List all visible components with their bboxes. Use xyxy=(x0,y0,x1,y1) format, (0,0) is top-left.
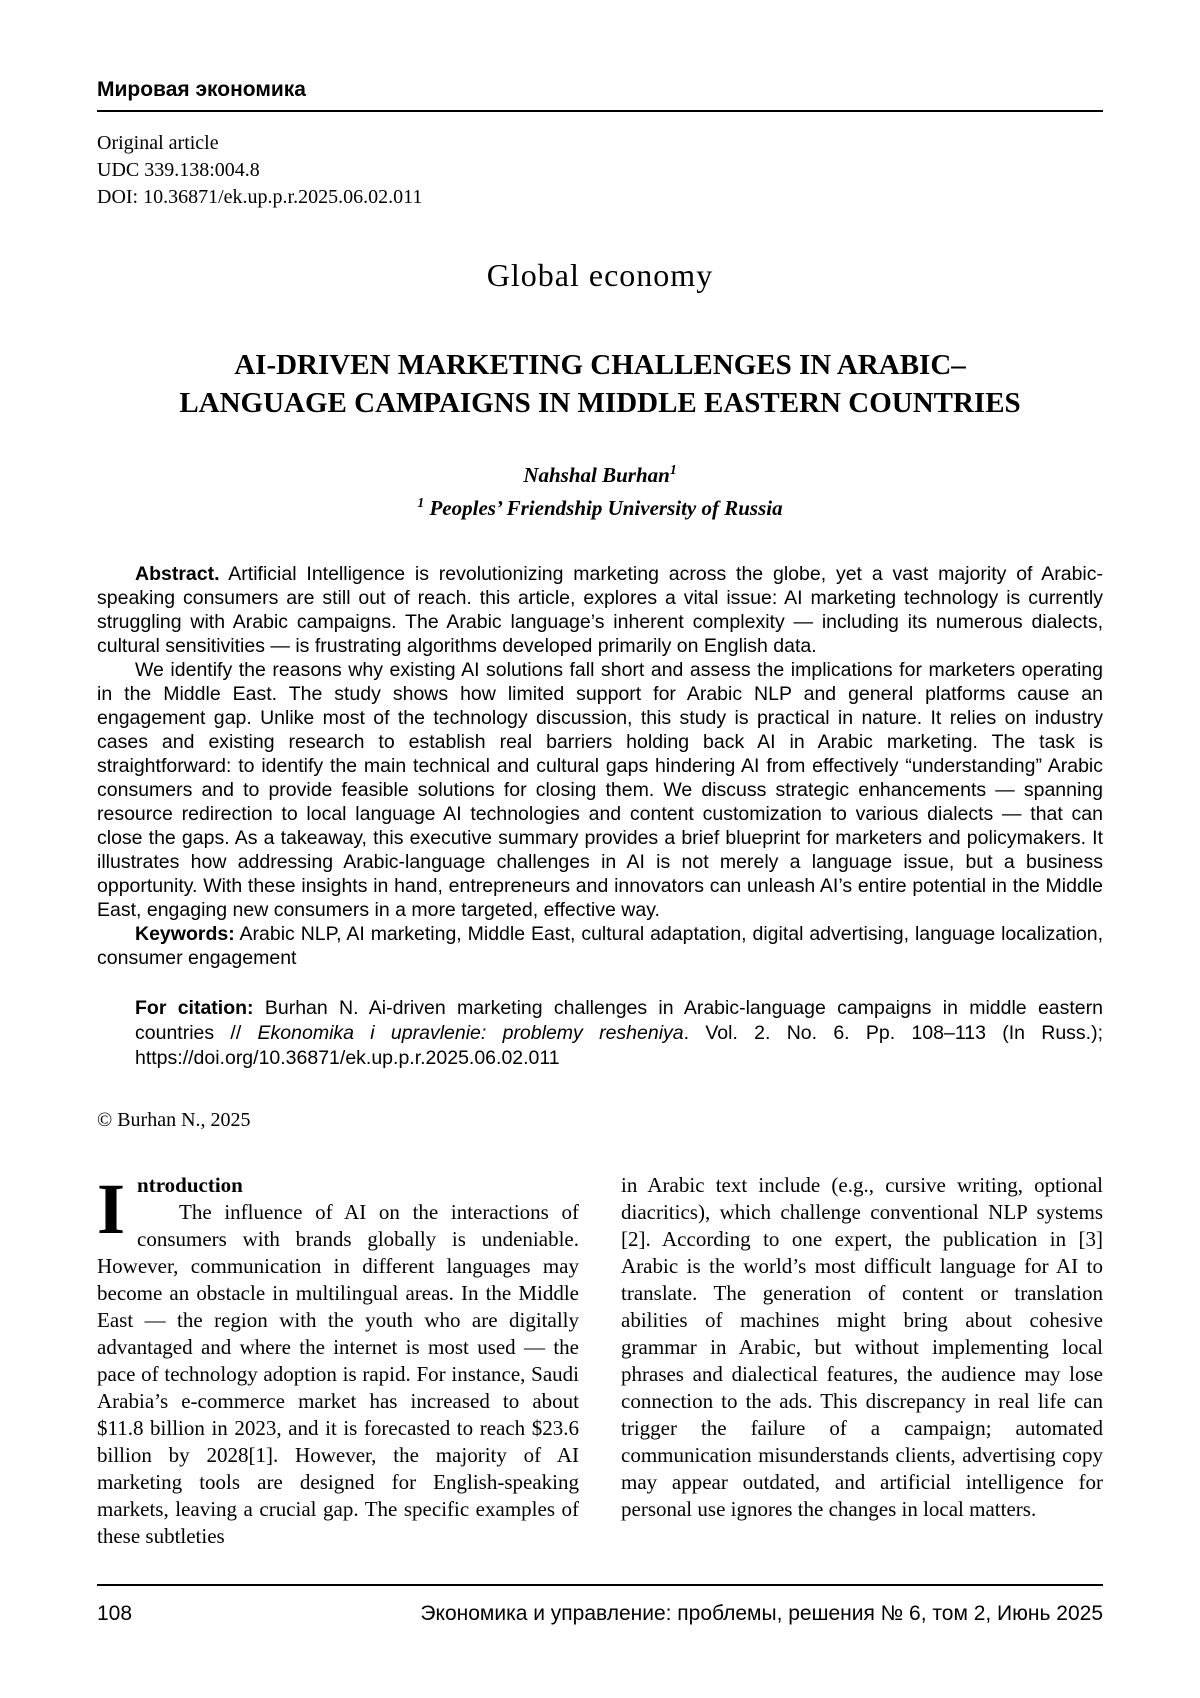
footer-divider xyxy=(97,1584,1103,1586)
abstract-paragraph-1: Abstract. Artificial Intelligence is revolutionizing marketing across the globe, yet a vast majority of Arabic-speaking consumers are still out of reach. this article, explores a vital issue: AI marketing technology is currently struggling with Arabic campaigns. The Arabic language’s inherent complexity — including its numerous dialects, cultural sensitivities — is frustrating algorithms developed primarily on English data. xyxy=(97,563,1103,657)
abstract-paragraph-2: We identify the reasons why existing AI solutions fall short and assess the implications for marketers operating in the Middle East. The study shows how limited support for Arabic NLP and general platforms cause an engagement gap. Unlike most of the technology discussion, this study is practical in nature. It relies on industry cases and existing research to establish real barriers holding back AI in Arabic marketing. The task is straightforward: to identify the main technical and cultural gaps hindering AI from effectively “understanding” Arabic consumers and to provide feasible solutions for closing them. We discuss strategic enhancements — spanning resource redirection to local language AI technologies and content customization to various dialects — that can close the gaps. As a takeaway, this executive summary provides a brief blueprint for marketers and policymakers. It illustrates how addressing Arabic-language challenges in AI is not merely a language issue, but a business opportunity. With these insights in hand, entrepreneurs and innovators can unleash AI’s entire potential in the Middle East, engaging new consumers in a more targeted, effective way. xyxy=(97,659,1103,921)
keywords-paragraph: Keywords: Arabic NLP, AI marketing, Middle East, cultural adaptation, digital advertising, language localization, consumer engagement xyxy=(97,923,1103,969)
article-title: AI-DRIVEN MARKETING CHALLENGES IN ARABIC–LANGUAGE CAMPAIGNS IN MIDDLE EASTERN COUNTRIES xyxy=(179,349,1021,419)
page-footer xyxy=(97,1584,1103,1626)
section-title: Global economy xyxy=(486,257,714,293)
journal-section-label: Мировая экономика xyxy=(97,78,306,101)
journal-footer-info: Экономика и управление: проблемы, решения № 6, том 2, Июнь 2025 xyxy=(420,1602,1103,1625)
body-paragraph-right: in Arabic text include (e.g., cursive writing, optional diacritics), which challenge conventional NLP systems [2]. According to one expert, the publication in [3] Arabic is the world’s most difficult language for AI to translate. The generation of content or translation abilities of machines might bring about cohesive grammar in Arabic, but without implementing local phrases and dialectical features, the audience may lose connection to the ads. This discrepancy in real life can trigger the failure of a campaign; automated communication misunderstands clients, advertising copy may appear outdated, and artificial intelligence for personal use ignores the changes in local matters. xyxy=(621,1173,1103,1521)
body-column-left xyxy=(97,1169,579,1550)
doi-code: DOI: 10.36871/ek.up.p.r.2025.06.02.011 xyxy=(97,186,423,208)
copyright-line: © Burhan N., 2025 xyxy=(97,1109,251,1131)
citation-label: For citation: xyxy=(135,997,254,1019)
keywords-label: Keywords: xyxy=(135,923,235,945)
body-column-right xyxy=(621,1172,1103,1550)
article-meta xyxy=(97,130,1103,211)
citation-block: For citation: Burhan N. Ai-driven marketing challenges in Arabic-language campaigns in middle eastern countries // Ekonomika i upravlenie: problemy resheniya. Vol. 2. No. 6. Pp. 108–113 (In Russ.); https://doi.org/10.36871/ek.up.p.r.2025.06.02.011 xyxy=(135,997,1104,1069)
intro-dropcap: I xyxy=(97,1169,126,1249)
author-name: Nahshal Burhan$^1$ xyxy=(523,462,677,487)
citation-journal-name: Ekonomika i upravlenie: problemy resheniya xyxy=(257,1022,684,1044)
author-block xyxy=(97,456,1103,522)
header-divider xyxy=(97,110,1103,112)
introduction-heading: ntroduction xyxy=(137,1173,243,1197)
introduction-paragraph: Introduction The influence of AI on the interactions of consumers with brands globally is undeniable. However, communication in different languages may become an obstacle in multilingual areas. In the Middle East — the region with the youth who are digitally advantaged and where the internet is most used — the pace of technology adoption is rapid. For instance, Saudi Arabia’s e-commerce market has increased to about $11.8 billion in 2023, and it is forecasted to reach $23.6 billion by 2028[1]. However, the majority of AI marketing tools are designed for English-speaking markets, leaving a crucial gap. The specific examples of these subtleties xyxy=(97,1169,579,1548)
affiliation-superscript: 1 xyxy=(417,495,425,510)
article-type: Original article xyxy=(97,132,219,154)
author-superscript: 1 xyxy=(669,462,677,477)
footer-row xyxy=(97,1602,1103,1626)
abstract-label: Abstract. xyxy=(135,563,220,585)
page-number: 108 xyxy=(97,1602,133,1625)
abstract-section xyxy=(97,562,1103,970)
article-body xyxy=(97,1169,1103,1550)
udc-code: UDC 339.138:004.8 xyxy=(97,159,260,181)
author-affiliation: $^1$ Peoples’ Friendship University of Russia xyxy=(417,495,783,520)
